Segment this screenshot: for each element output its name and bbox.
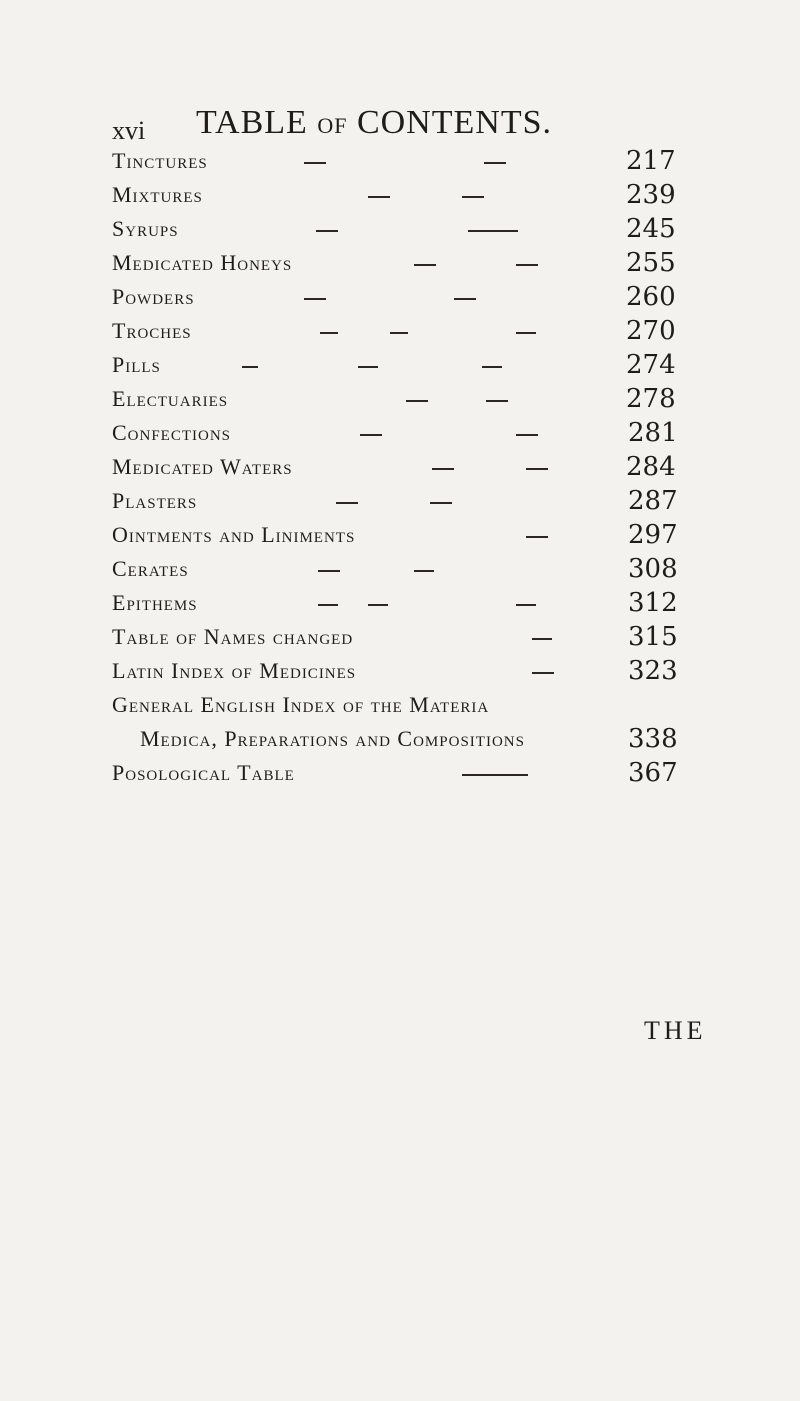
leader-dash: [430, 502, 452, 504]
leader-dash: [526, 468, 548, 470]
running-title-table: TABLE: [196, 104, 308, 141]
toc-entry-title: Confections: [112, 420, 232, 445]
leader-dash: [462, 774, 528, 776]
toc-entry-page: 278: [626, 384, 676, 414]
toc-entry: [112, 556, 712, 590]
toc-entry-page: 245: [626, 214, 676, 244]
toc-entry-title: Latin Index of Medicines: [112, 658, 357, 683]
leader-dash: [486, 400, 508, 402]
toc-entry-title: Table of Names changed: [112, 624, 354, 649]
toc-entry-page: 367: [628, 758, 678, 788]
leader-dash: [320, 332, 338, 334]
toc-entry: [112, 352, 712, 386]
running-title: [196, 104, 552, 142]
toc-entry-title: Pills: [112, 352, 161, 377]
leader-dash: [432, 468, 454, 470]
toc-entry: [112, 250, 712, 284]
leader-dash: [526, 536, 548, 538]
toc-entry-page: 297: [628, 520, 678, 550]
toc-entry: [112, 522, 712, 556]
leader-dash: [318, 604, 338, 606]
leader-dash: [368, 196, 390, 198]
toc-entry: [112, 318, 712, 352]
leader-dash: [414, 570, 434, 572]
toc-entry-page: 270: [626, 316, 676, 346]
toc-entry-title: Syrups: [112, 216, 179, 241]
catchword: THE: [644, 1016, 707, 1045]
toc-entry: [112, 420, 712, 454]
toc-entry-page: 281: [628, 418, 678, 448]
leader-dash: [516, 604, 536, 606]
leader-dash: [414, 264, 436, 266]
toc-entry-title: Cerates: [112, 556, 189, 581]
leader-dash: [368, 604, 388, 606]
toc-entry: [112, 692, 712, 726]
toc-entry-page: 255: [626, 248, 676, 278]
toc-entry-title: Medicated Waters: [112, 454, 293, 479]
leader-dash: [532, 638, 552, 640]
leader-dash: [484, 162, 506, 164]
leader-dash: [318, 570, 340, 572]
toc-entry-page: 338: [628, 724, 678, 754]
page-folio: xvi: [112, 116, 146, 145]
running-title-contents: CONTENTS.: [356, 104, 553, 141]
toc-entry: [112, 148, 712, 182]
toc-entry-title: Powders: [112, 284, 195, 309]
toc-entry: [112, 216, 712, 250]
toc-entry-page: 287: [628, 486, 678, 516]
toc-entry-title: Epithems: [112, 590, 198, 615]
leader-dash: [242, 366, 258, 368]
leader-dash: [406, 400, 428, 402]
leader-dash: [532, 672, 554, 674]
toc-entry-page: 239: [626, 180, 676, 210]
toc-entry-page: 323: [628, 656, 678, 686]
toc-entry: [112, 590, 712, 624]
toc-entry-page: 260: [626, 282, 676, 312]
toc-entry: [112, 658, 712, 692]
leader-dash: [304, 298, 326, 300]
toc-entry-title: Plasters: [112, 488, 198, 513]
leader-dash: [516, 264, 538, 266]
toc-entry: [112, 624, 712, 658]
leader-dash: [360, 434, 382, 436]
toc-entry-page: 312: [628, 588, 678, 618]
toc-entry: [112, 454, 712, 488]
toc-entry-title: Mixtures: [112, 182, 203, 207]
toc-entry-page: 217: [626, 146, 676, 176]
leader-dash: [482, 366, 502, 368]
leader-dash: [454, 298, 476, 300]
running-title-of: OF: [317, 113, 348, 138]
toc-entry-title: Ointments and Liniments: [112, 522, 356, 547]
toc-entry-page: 315: [628, 622, 678, 652]
leader-dash: [336, 502, 358, 504]
toc-entry-title: Electuaries: [112, 386, 229, 411]
toc-entry: [112, 488, 712, 522]
toc-entry: [112, 386, 712, 420]
toc-entry-page: 308: [628, 554, 678, 584]
page-header: [112, 104, 672, 152]
toc-entry-title: Medica, Preparations and Compositions: [140, 726, 525, 751]
toc-entry-title: Troches: [112, 318, 192, 343]
leader-dash: [316, 230, 338, 232]
leader-dash: [516, 434, 538, 436]
toc-entry-title: Medicated Honeys: [112, 250, 293, 275]
toc-entry-title: General English Index of the Materia: [112, 692, 490, 717]
toc-entry-title: Posological Table: [112, 760, 295, 785]
toc-entry: [112, 182, 712, 216]
leader-dash: [358, 366, 378, 368]
toc-entry-title: Tinctures: [112, 148, 208, 173]
toc-entry: [140, 726, 740, 760]
toc-entry: [112, 760, 712, 794]
leader-dash: [462, 196, 484, 198]
leader-dash: [468, 230, 518, 232]
toc-entry-page: 284: [626, 452, 676, 482]
leader-dash: [516, 332, 536, 334]
toc-entry: [112, 284, 712, 318]
leader-dash: [390, 332, 408, 334]
leader-dash: [304, 162, 326, 164]
toc-entry-page: 274: [626, 350, 676, 380]
